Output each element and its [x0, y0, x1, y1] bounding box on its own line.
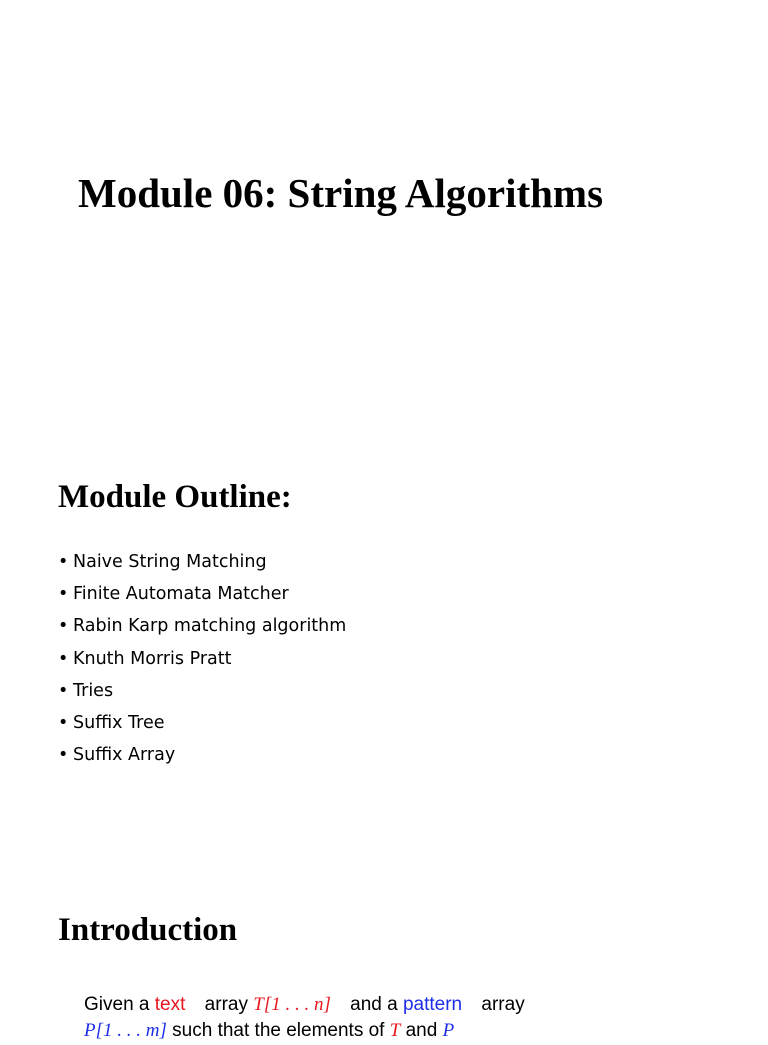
- outline-item-label: Rabin Karp matching algorithm: [73, 616, 347, 637]
- outline-item-label: Tries: [73, 680, 114, 701]
- outline-item: [58, 610, 346, 642]
- text-keyword: text: [154, 994, 186, 1015]
- module-outline-list: [58, 546, 346, 771]
- introduction-text-line-2: [84, 1017, 454, 1045]
- bullet-icon: •: [58, 552, 69, 572]
- outline-item: [58, 643, 346, 675]
- outline-item-label: Suffix Tree: [73, 713, 165, 734]
- outline-item: [58, 546, 346, 578]
- outline-item-label: Suffix Array: [73, 745, 176, 766]
- outline-item-label: Naive String Matching: [73, 552, 267, 572]
- bullet-icon: •: [58, 745, 69, 766]
- bullet-icon: •: [58, 648, 69, 669]
- module-outline-heading: Module Outline:: [58, 479, 292, 515]
- introduction-text-line-1: [84, 991, 525, 1019]
- intro-and: and: [405, 1020, 438, 1041]
- outline-item-label: Knuth Morris Pratt: [73, 648, 232, 669]
- intro-array-word: array: [204, 994, 248, 1015]
- outline-item: [58, 675, 346, 707]
- intro-array-word-2: array: [481, 994, 525, 1015]
- text-array-math: T[1 . . . n]: [253, 994, 331, 1015]
- bullet-icon: •: [58, 713, 69, 734]
- intro-such-that: such that the elements of: [172, 1020, 385, 1041]
- page-title: Module 06: String Algorithms: [78, 170, 604, 216]
- outline-item: [58, 578, 346, 610]
- t-symbol: T: [389, 1020, 401, 1041]
- outline-item-label: Finite Automata Matcher: [73, 584, 289, 605]
- outline-item: [58, 707, 346, 739]
- pattern-array-math: P[1 . . . m]: [84, 1020, 167, 1041]
- intro-given: Given a: [84, 994, 150, 1015]
- pattern-keyword: pattern: [402, 994, 463, 1015]
- introduction-heading: Introduction: [58, 912, 238, 948]
- p-symbol: P: [442, 1020, 455, 1041]
- bullet-icon: •: [58, 584, 69, 605]
- intro-and-a: and a: [350, 994, 398, 1015]
- outline-item: [58, 739, 346, 771]
- bullet-icon: •: [58, 616, 69, 637]
- bullet-icon: •: [58, 680, 69, 701]
